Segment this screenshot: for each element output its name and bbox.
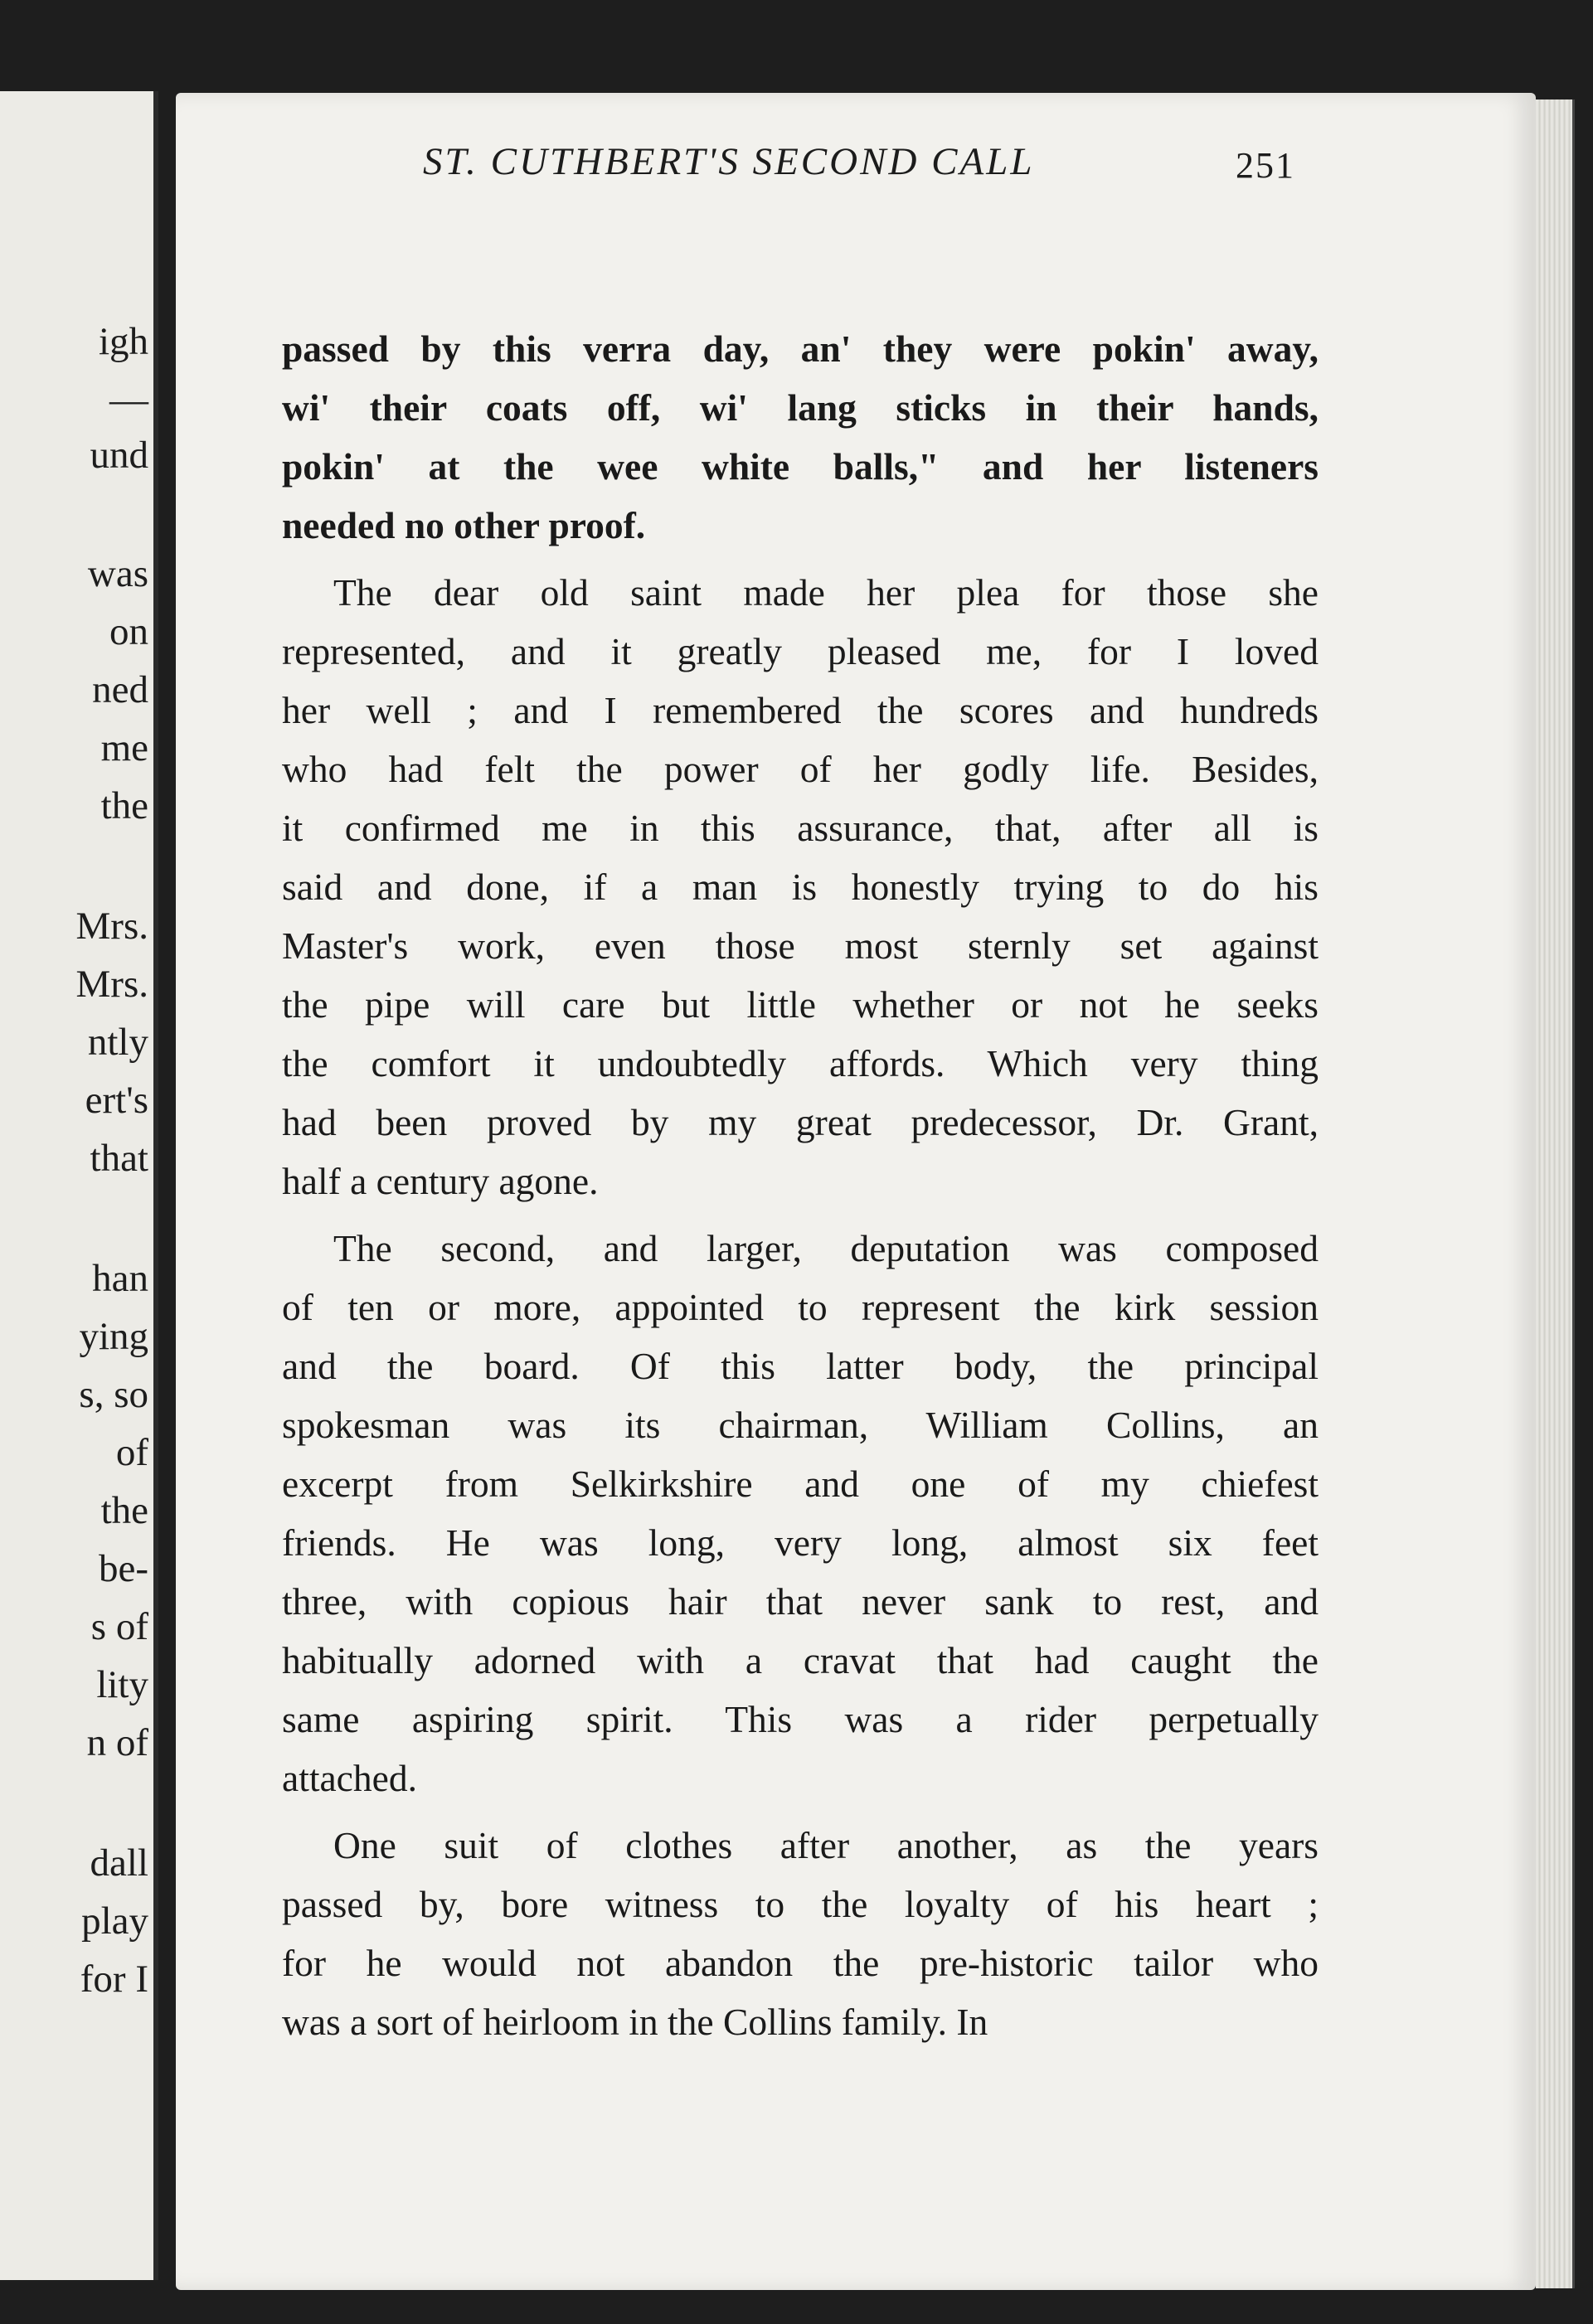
left-page-line: s, so [79, 1373, 148, 1416]
text-line: Master's work, even those most sternly set against [282, 924, 1319, 967]
text-line: was a sort of heirloom in the Collins family. In [282, 2001, 988, 2043]
left-page-line: han [92, 1257, 148, 1300]
body-text [282, 319, 1319, 2051]
text-line: had been proved by my great predecessor, Dr. Grant, [282, 1101, 1319, 1143]
text-line: who had felt the power of her godly life. Besides, [282, 748, 1319, 790]
left-page-line: the [100, 1489, 148, 1532]
left-page-line: play [81, 1899, 148, 1943]
text-line: same aspiring spirit. This was a rider perpetually [282, 1698, 1319, 1740]
left-page-line: und [90, 434, 148, 477]
left-page-line: s of [90, 1605, 148, 1648]
left-page-line: igh [98, 320, 148, 363]
left-page-line: of [115, 1431, 148, 1474]
text-line: the comfort it undoubtedly affords. Which very thing [282, 1042, 1319, 1084]
text-line: excerpt from Selkirkshire and one of my chiefest [282, 1463, 1319, 1505]
left-page-line: Mrs. [75, 963, 148, 1006]
left-page-line: ned [92, 668, 148, 711]
text-line: habitually adorned with a cravat that had caught the [282, 1639, 1319, 1681]
left-page-line: lity [96, 1663, 148, 1706]
text-line: for he would not abandon the pre-historic tailor who [282, 1942, 1319, 1984]
text-line: passed by, bore witness to the loyalty of his heart ; [282, 1883, 1319, 1925]
paragraph [282, 319, 1319, 555]
text-line: The second, and larger, deputation was composed [333, 1227, 1319, 1269]
paragraph [282, 563, 1319, 1211]
left-page-line: that [90, 1137, 148, 1180]
left-page-line: for I [80, 1958, 148, 2001]
text-line: the pipe will care but little whether or not he seeks [282, 983, 1319, 1026]
left-page-line: n of [86, 1721, 148, 1764]
page-edge [1536, 99, 1575, 2288]
left-page-line: dall [90, 1841, 148, 1885]
left-page-line: be- [98, 1547, 148, 1590]
paragraph [282, 1219, 1319, 1807]
left-page-line: me [100, 726, 148, 769]
left-page-line: ert's [85, 1079, 148, 1122]
text-line: half a century agone. [282, 1160, 599, 1202]
text-line: attached. [282, 1757, 417, 1799]
left-page-line: was [87, 552, 148, 595]
text-line: wi' their coats off, wi' lang sticks in their hands, [282, 386, 1319, 429]
text-line: said and done, if a man is honestly trying to do his [282, 866, 1319, 908]
text-line: her well ; and I remembered the scores and hundreds [282, 689, 1319, 731]
text-line: three, with copious hair that never sank to rest, and [282, 1580, 1319, 1623]
page-number: 251 [1236, 145, 1295, 186]
left-page-line: on [109, 610, 148, 653]
text-line: represented, and it greatly pleased me, for I loved [282, 630, 1319, 672]
text-line: it confirmed me in this assurance, that, after all is [282, 807, 1319, 849]
page-header [249, 133, 1327, 191]
text-line: spokesman was its chairman, William Collins, an [282, 1404, 1319, 1446]
left-page-line: ntly [87, 1021, 148, 1064]
left-page-line: — [109, 378, 148, 421]
text-line: The dear old saint made her plea for those she [333, 571, 1319, 614]
left-page-line: the [100, 784, 148, 827]
running-title: ST. CUTHBERT'S SECOND CALL [423, 140, 1035, 183]
text-line: One suit of clothes after another, as the years [333, 1824, 1319, 1866]
text-line: needed no other proof. [282, 504, 646, 546]
text-line: passed by this verra day, an' they were pokin' away, [282, 327, 1319, 370]
paragraph [282, 1816, 1319, 2051]
left-page-line: ying [79, 1315, 148, 1358]
left-page [0, 91, 158, 2280]
text-line: of ten or more, appointed to represent the kirk session [282, 1286, 1319, 1328]
text-line: and the board. Of this latter body, the principal [282, 1345, 1319, 1387]
text-line: friends. He was long, very long, almost six feet [282, 1521, 1319, 1564]
left-page-line: Mrs. [75, 905, 148, 948]
text-line: pokin' at the wee white balls," and her listeners [282, 445, 1319, 488]
